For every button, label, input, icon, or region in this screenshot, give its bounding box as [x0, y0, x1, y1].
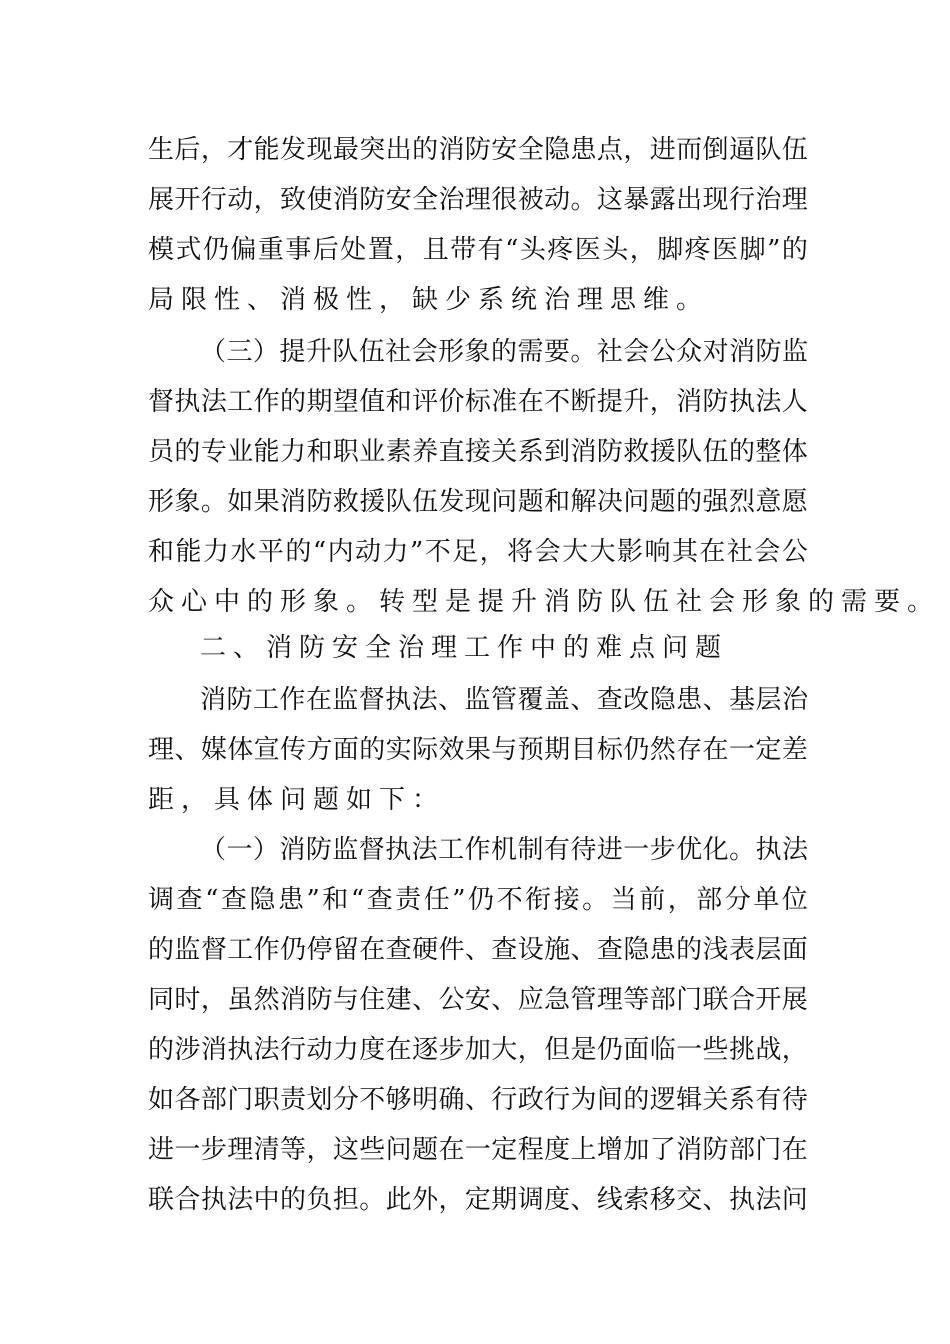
text-line: 消 防 工 作 在 监 督 执 法 、 监 管 覆 盖 、 查 改 隐 患 、 基 层 治	[200, 685, 808, 715]
paragraph-heading-line: （ 一 ） 消 防 监 督 执 法 工 作 机 制 有 待 进 一 步 优 化 。 执 法	[200, 835, 808, 865]
text-line: 督 执 法 工 作 的 期 望 值 和 评 价 标 准 在 不 断 提 升 ， 消 防 执 法 人	[148, 387, 808, 417]
section-heading: 二、消防安全治理工作中的难点问题	[200, 633, 729, 663]
text-line: 的 涉 消 执 法 行 动 力 度 在 逐 步 加 大 ， 但 是 仍 面 临 一 些 挑 战 ，	[148, 1035, 808, 1065]
paragraph-heading-line: （ 三 ） 提 升 队 伍 社 会 形 象 的 需 要 。 社 会 公 众 对 消 防 监	[200, 337, 808, 367]
text-line: 的 监 督 工 作 仍 停 留 在 查 硬 件 、 查 设 施 、 查 隐 患 的 浅 表 层 面	[148, 935, 808, 965]
text-line: 联 合 执 法 中 的 负 担 。 此 外 ， 定 期 调 度 、 线 索 移 交 、 执 法 问	[148, 1185, 808, 1215]
text-line: 调 查 “ 查 隐 患 ” 和 “ 查 责 任 ” 仍 不 衔 接 。 当 前 ， 部 分 单 位	[148, 885, 808, 915]
text-line: 生 后 ， 才 能 发 现 最 突 出 的 消 防 安 全 隐 患 点 ， 进 而 倒 逼 队 伍	[148, 135, 808, 165]
text-line: 理 、 媒 体 宣 传 方 面 的 实 际 效 果 与 预 期 目 标 仍 然 存 在 一 定 差	[148, 735, 808, 765]
text-line: 距，具体问题如下：	[148, 785, 446, 815]
text-line: 进 一 步 理 清 等 ， 这 些 问 题 在 一 定 程 度 上 增 加 了 消 防 部 门 在	[148, 1135, 808, 1165]
text-line: 局限性、消极性，缺少系统治理思维。	[148, 285, 710, 315]
text-line: 模 式 仍 偏 重 事 后 处 置 ， 且 带 有 “ 头 疼 医 头 ， 脚 疼 医 脚 ” 的	[148, 235, 808, 265]
text-line: 员 的 专 业 能 力 和 职 业 素 养 直 接 关 系 到 消 防 救 援 队 伍 的 整 体	[148, 437, 808, 467]
text-line: 如 各 部 门 职 责 划 分 不 够 明 确 、 行 政 行 为 间 的 逻 辑 关 系 有 待	[148, 1085, 808, 1115]
text-line: 同 时 ， 虽 然 消 防 与 住 建 、 公 安 、 应 急 管 理 等 部 门 联 合 开 展	[148, 985, 808, 1015]
text-line: 和 能 力 水 平 的 “ 内 动 力 ” 不 足 ， 将 会 大 大 影 响 其 在 社 会 公	[148, 537, 808, 567]
text-line: 形 象 。 如 果 消 防 救 援 队 伍 发 现 问 题 和 解 决 问 题 的 强 烈 意 愿	[148, 487, 808, 517]
text-line: 展 开 行 动 ， 致 使 消 防 安 全 治 理 很 被 动 。 这 暴 露 出 现 行 治 理	[148, 185, 808, 215]
text-line: 众心中的形象。转型是提升消防队伍社会形象的需要。	[148, 587, 941, 617]
